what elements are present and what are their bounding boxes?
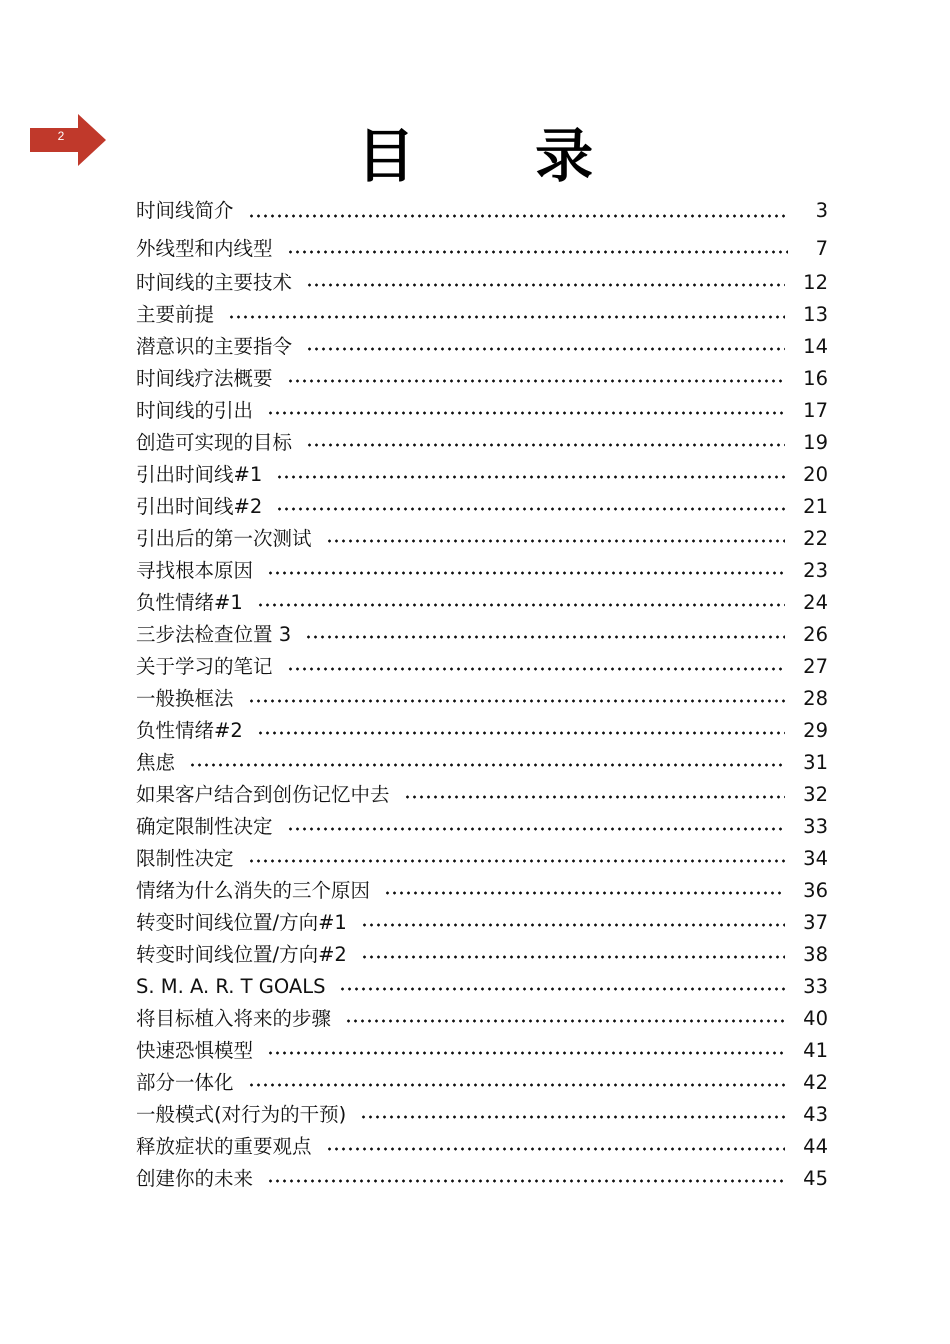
toc-entry-label: S. M. A. R. T GOALS (136, 975, 326, 998)
toc-entry-label: 时间线简介 (136, 199, 234, 222)
toc-dot-leader (287, 666, 786, 672)
toc-dot-leader (257, 602, 785, 608)
toc-entry-page: 21 (803, 495, 828, 518)
toc-entry-label: 寻找根本原因 (136, 559, 254, 582)
toc-entry-page: 23 (803, 559, 828, 582)
toc-entry-page: 36 (803, 879, 828, 902)
toc-dot-leader (248, 1082, 786, 1088)
toc-entry-page: 20 (803, 463, 828, 486)
toc-entry[interactable] (136, 907, 828, 939)
toc-entry-page: 43 (803, 1103, 828, 1126)
toc-entry[interactable] (136, 195, 828, 233)
toc-entry-label: 创建你的未来 (136, 1167, 254, 1190)
toc-entry[interactable] (136, 459, 828, 491)
toc-entry-page: 16 (803, 367, 828, 390)
toc-entry-page: 33 (803, 975, 828, 998)
toc-entry-page: 12 (803, 271, 828, 294)
toc-entry-page: 45 (803, 1167, 828, 1190)
toc-entry-label: 三步法检查位置 3 (136, 623, 292, 646)
toc-entry-page: 27 (803, 655, 828, 678)
toc-entry[interactable] (136, 779, 828, 811)
toc-entry-page: 28 (803, 687, 828, 710)
toc-entry[interactable] (136, 747, 828, 779)
toc-title: 目 录 (356, 122, 644, 190)
toc-dot-leader (248, 698, 786, 704)
toc-dot-leader (361, 954, 785, 960)
toc-entry-page: 3 (815, 199, 828, 222)
toc-dot-leader (228, 314, 785, 320)
toc-entry-page: 26 (803, 623, 828, 646)
toc-entry-page: 14 (803, 335, 828, 358)
toc-dot-leader (267, 1178, 785, 1184)
toc-entry[interactable] (136, 1035, 828, 1067)
toc-entry-page: 37 (803, 911, 828, 934)
toc-entry[interactable] (136, 587, 828, 619)
toc-entry[interactable] (136, 523, 828, 555)
toc-entry-label: 情绪为什么消失的三个原因 (136, 879, 371, 902)
toc-entry-page: 44 (803, 1135, 828, 1158)
page-number: 2 (57, 129, 65, 143)
toc-dot-leader (248, 213, 788, 219)
toc-entry[interactable] (136, 491, 828, 523)
toc-entry-page: 29 (803, 719, 828, 742)
toc-entry[interactable] (136, 875, 828, 907)
toc-dot-leader (360, 1114, 785, 1120)
toc-entry[interactable] (136, 715, 828, 747)
toc-dot-leader (326, 1146, 786, 1152)
toc-entry-label: 时间线的主要技术 (136, 271, 293, 294)
toc-entry[interactable] (136, 1067, 828, 1099)
toc-entry[interactable] (136, 267, 828, 299)
toc-entry-page: 40 (803, 1007, 828, 1030)
toc-entry-page: 31 (803, 751, 828, 774)
toc-entry-label: 引出后的第一次测试 (136, 527, 312, 550)
toc-entry[interactable] (136, 331, 828, 363)
toc-entry[interactable] (136, 233, 828, 267)
toc-dot-leader (306, 346, 785, 352)
toc-entry[interactable] (136, 843, 828, 875)
toc-dot-leader (384, 890, 785, 896)
toc-entry-label: 释放症状的重要观点 (136, 1135, 312, 1158)
toc-entry-page: 38 (803, 943, 828, 966)
toc-entry[interactable] (136, 427, 828, 459)
toc-entry-label: 将目标植入将来的步骤 (136, 1007, 332, 1030)
toc-entry-label: 负性情绪#2 (136, 719, 243, 742)
toc-dot-leader (287, 826, 786, 832)
toc-entry-page: 22 (803, 527, 828, 550)
toc-entry-label: 引出时间线#1 (136, 463, 263, 486)
toc-entry-label: 一般模式(对行为的干预) (136, 1103, 347, 1126)
toc-dot-leader (248, 858, 786, 864)
toc-entry[interactable] (136, 363, 828, 395)
toc-entry-label: 部分一体化 (136, 1071, 234, 1094)
toc-entry-label: 确定限制性决定 (136, 815, 273, 838)
toc-entry-page: 24 (803, 591, 828, 614)
toc-entry[interactable] (136, 939, 828, 971)
toc-entry-label: 转变时间线位置/方向#2 (136, 943, 347, 966)
toc-entry[interactable] (136, 1131, 828, 1163)
toc-entry-label: 关于学习的笔记 (136, 655, 273, 678)
toc-dot-leader (306, 442, 785, 448)
toc-entry[interactable] (136, 555, 828, 587)
toc-dot-leader (361, 922, 785, 928)
toc-entry-page: 13 (803, 303, 828, 326)
toc-entry-page: 19 (803, 431, 828, 454)
toc-entry[interactable] (136, 971, 828, 1003)
toc-entry[interactable] (136, 683, 828, 715)
toc-entry-label: 转变时间线位置/方向#1 (136, 911, 347, 934)
toc-entry-page: 33 (803, 815, 828, 838)
toc-entry-page: 41 (803, 1039, 828, 1062)
toc-dot-leader (404, 794, 786, 800)
toc-entry[interactable] (136, 1003, 828, 1035)
toc-entry-label: 创造可实现的目标 (136, 431, 293, 454)
toc-dot-leader (267, 570, 785, 576)
toc-dot-leader (287, 378, 786, 384)
toc-dot-leader (339, 986, 785, 992)
toc-entry-label: 潜意识的主要指令 (136, 335, 293, 358)
toc-dot-leader (267, 410, 785, 416)
toc-entry-page: 17 (803, 399, 828, 422)
toc-entry-label: 引出时间线#2 (136, 495, 263, 518)
toc-dot-leader (306, 282, 785, 288)
toc-entry-page: 42 (803, 1071, 828, 1094)
toc-entry-label: 负性情绪#1 (136, 591, 243, 614)
toc-entry-page: 32 (803, 783, 828, 806)
toc-entry-page: 7 (815, 237, 828, 260)
toc-dot-leader (267, 1050, 785, 1056)
toc-dot-leader (276, 474, 785, 480)
toc-entry-label: 限制性决定 (136, 847, 234, 870)
toc-entry-label: 焦虑 (136, 751, 176, 774)
toc-entry[interactable] (136, 299, 828, 331)
toc-list (136, 195, 828, 1195)
toc-entry-label: 快速恐惧模型 (136, 1039, 254, 1062)
toc-dot-leader (287, 249, 788, 255)
toc-entry-label: 一般换框法 (136, 687, 234, 710)
toc-dot-leader (305, 634, 785, 640)
toc-entry[interactable] (136, 1163, 828, 1195)
toc-dot-leader (276, 506, 785, 512)
toc-entry-label: 外线型和内线型 (136, 237, 273, 260)
toc-dot-leader (189, 762, 785, 768)
toc-entry-page: 34 (803, 847, 828, 870)
toc-entry-label: 时间线疗法概要 (136, 367, 273, 390)
toc-entry-label: 时间线的引出 (136, 399, 254, 422)
toc-entry[interactable] (136, 619, 828, 651)
toc-dot-leader (345, 1018, 785, 1024)
toc-entry[interactable] (136, 395, 828, 427)
toc-dot-leader (326, 538, 786, 544)
toc-entry-label: 如果客户结合到创伤记忆中去 (136, 783, 390, 806)
toc-dot-leader (257, 730, 785, 736)
toc-entry[interactable] (136, 651, 828, 683)
toc-entry[interactable] (136, 1099, 828, 1131)
toc-entry-label: 主要前提 (136, 303, 215, 326)
toc-entry[interactable] (136, 811, 828, 843)
